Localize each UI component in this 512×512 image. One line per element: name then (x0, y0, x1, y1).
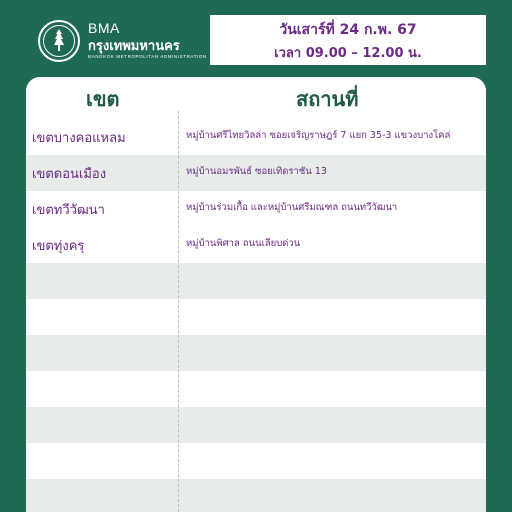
table-row (26, 443, 486, 479)
column-divider (178, 111, 179, 512)
district-cell: เขตดอนเมือง (32, 167, 107, 182)
schedule-table (26, 77, 486, 512)
event-time: เวลา 09.00 – 12.00 น. (274, 46, 422, 61)
district-cell: เขตทุ่งครุ (32, 239, 85, 254)
bma-logo (38, 20, 208, 64)
table-row (26, 119, 486, 155)
table-row (26, 407, 486, 443)
location-cell: หมู่บ้านอมรพันธ์ ซอยเทิดราชัน 13 (186, 166, 327, 177)
table-row (26, 263, 486, 299)
header-district: เขต (86, 87, 120, 111)
table-row (26, 479, 486, 512)
table-row (26, 371, 486, 407)
table-row (26, 299, 486, 335)
date-time-box (210, 15, 486, 65)
table-row (26, 155, 486, 191)
district-cell: เขตทวีวัฒนา (32, 203, 105, 218)
event-date: วันเสาร์ที่ 24 ก.พ. 67 (279, 22, 417, 38)
table-row (26, 191, 486, 227)
district-cell: เขตบางคอแหลม (32, 131, 126, 146)
table-row (26, 335, 486, 371)
location-cell: หมู่บ้านร่วมเกื้อ และหมู่บ้านศรีมณฑล ถนนทวีวัฒนา (186, 202, 398, 213)
location-cell: หมู่บ้านพิศาล ถนนเลียบด่วน (186, 238, 301, 249)
table-row (26, 227, 486, 263)
brand-english-name: BANGKOK METROPOLITAN ADMINISTRATION (88, 54, 207, 59)
location-cell: หมู่บ้านศรีไทยวิลล่า ซอยเจริญราษฎร์ 7 แยก 35-3 แขวงบางโคล่ (186, 130, 451, 141)
brand-thai-name: กรุงเทพมหานคร (88, 39, 180, 54)
table-header (26, 77, 486, 119)
bma-seal-icon (38, 20, 80, 62)
brand-short: BMA (88, 20, 120, 36)
header-location: สถานที่ (296, 87, 359, 111)
